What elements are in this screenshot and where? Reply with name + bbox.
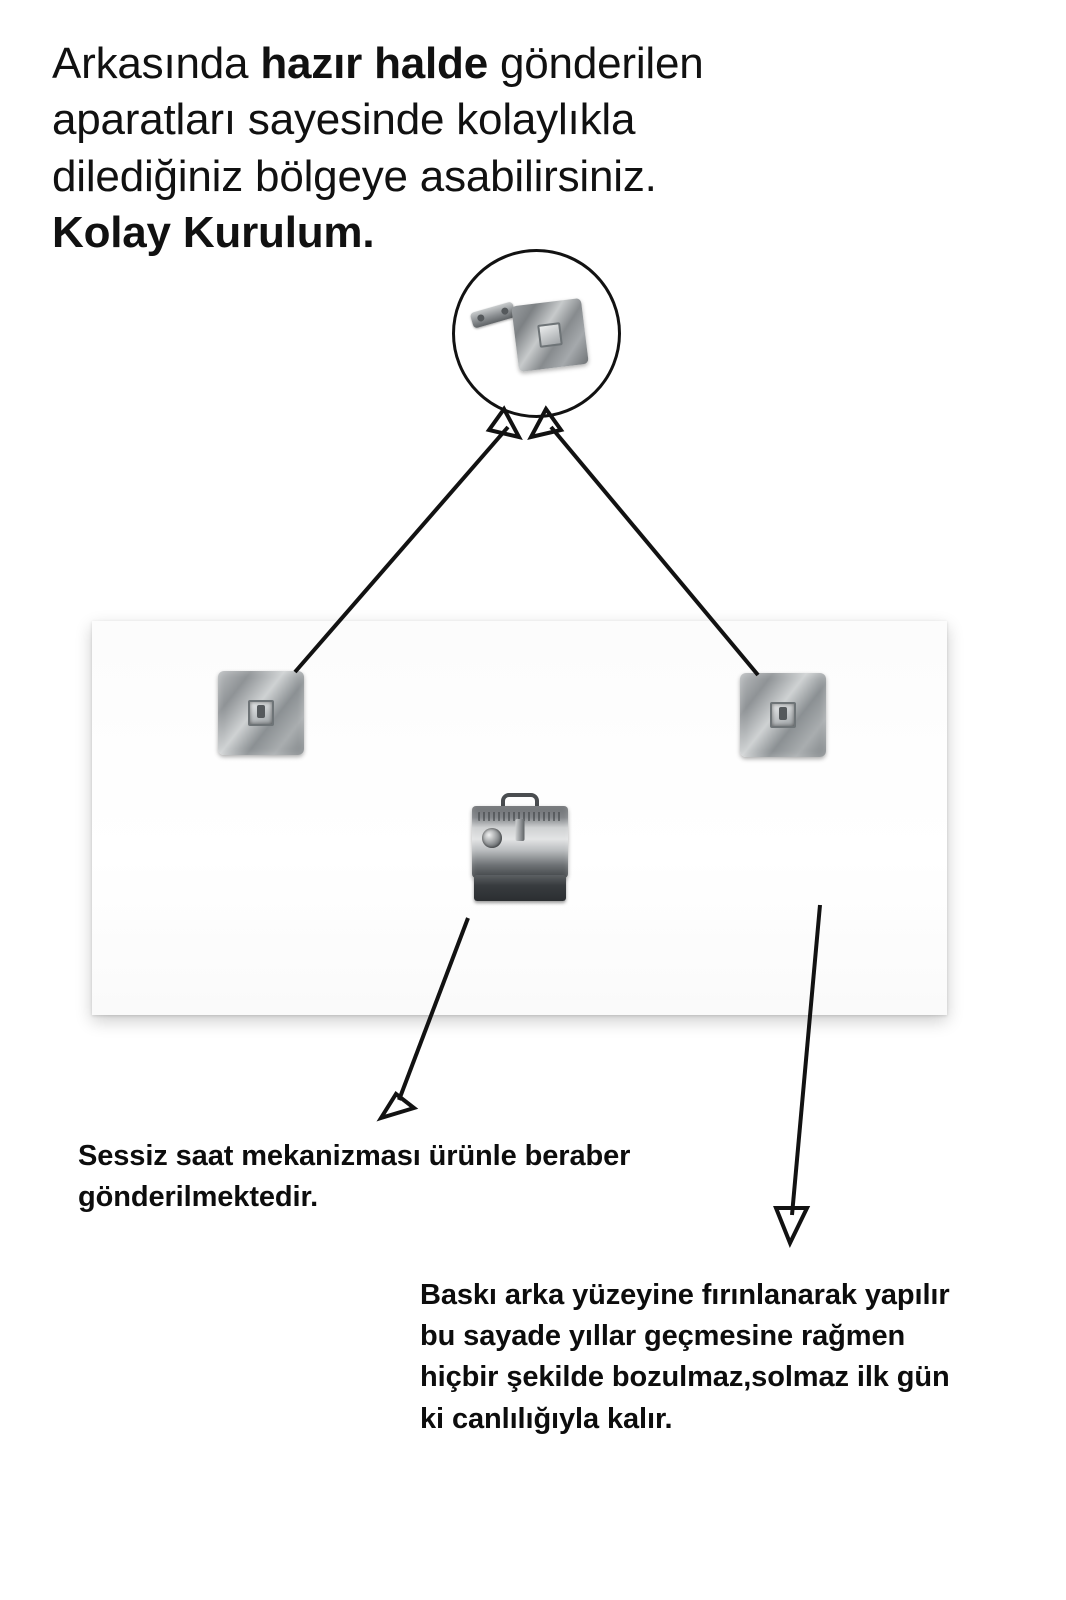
product-back-panel xyxy=(92,621,947,1015)
mechanism-base xyxy=(474,875,566,901)
headline-line2: aparatları sayesinde kolaylıkla xyxy=(52,95,636,145)
keyhole-icon xyxy=(537,322,563,348)
caption-print: Baskı arka yüzeyine fırınlanarak yapılır bu sayade yıllar geçmesine rağmen hiçbir şekilde bozulmaz,solmaz ilk gün ki canlılığıyla kalır. xyxy=(420,1279,950,1435)
mechanism-body xyxy=(472,806,568,878)
headline-line4: Kolay Kurulum. xyxy=(52,207,375,257)
headline-line1-bold: hazır halde xyxy=(260,39,488,88)
headline-line1-prefix: Arkasında xyxy=(52,39,261,88)
hanger-plate-right-icon xyxy=(740,673,826,757)
caption-mechanism: Sessiz saat mekanizması ürünle beraber gönderilmektedir. xyxy=(78,1140,631,1214)
metal-bracket-icon xyxy=(470,301,517,329)
page-title xyxy=(52,36,882,261)
keyhole-icon xyxy=(248,700,274,726)
headline-line3: dilediğiniz bölgeye asabilirsiniz. xyxy=(52,151,657,201)
headline-line1-suffix: gönderilen xyxy=(487,39,704,88)
mechanism-shaft xyxy=(516,819,525,841)
clock-mechanism-icon xyxy=(472,793,568,903)
keyhole-icon xyxy=(770,702,796,728)
hanger-hardware-detail-circle xyxy=(452,249,621,418)
hanger-plate-detail-icon xyxy=(511,298,589,372)
hanger-plate-left-icon xyxy=(218,671,304,755)
